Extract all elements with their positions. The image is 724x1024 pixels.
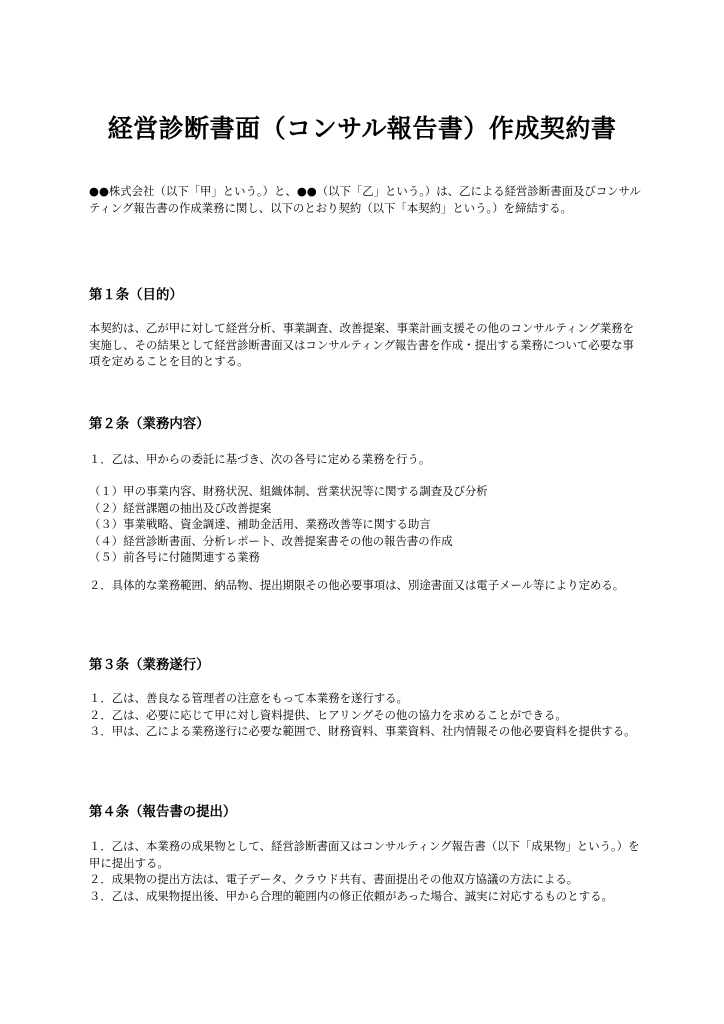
article-1-heading: 第１条（目的） [89,288,183,303]
preamble: ●●株式会社（以下「甲」という。）と、●●（以下「乙」という。）は、乙による経営診断書面及びコンサルティング報告書の作成業務に関し、以下のとおり契約（以下「本契約」という。）を締結する。 [89,184,641,215]
article-4-heading: 第４条（報告書の提出） [89,805,237,820]
list-item: （３）事業戦略、資金調達、補助金活用、業務改善等に関する助言 [89,517,431,531]
article-1-body: 本契約は、乙が甲に対して経営分析、事業調査、改善提案、事業計画支援その他のコンサルティング業務を実施し、その結果として経営診断書面又はコンサルティング報告書を作成・提出する業務について必要な事項を定めることを目的とする。 [89,321,635,368]
clause: １．乙は、本業務の成果物として、経営診断書面又はコンサルティング報告書（以下「成果物」という。）を甲に提出する。 [89,839,640,870]
article-3-clauses [89,690,641,740]
list-item: （１）甲の事業内容、財務状況、組織体制、営業状況等に関する調査及び分析 [89,484,488,498]
clause: ３．甲は、乙による業務遂行に必要な範囲で、財務資料、事業資料、社内情報その他必要資料を提供する。 [89,724,636,738]
article-3-heading: 第３条（業務遂行） [89,658,210,673]
article-2-clause-2: ２．具体的な業務範囲、納品物、提出期限その他必要事項は、別途書面又は電子メール等により定める。 [89,578,625,592]
clause: ２．成果物の提出方法は、電子データ、クラウド共有、書面提出その他双方協議の方法による。 [89,872,579,886]
list-item: （２）経営課題の抽出及び改善提案 [89,500,272,515]
article-4-clauses [89,838,641,904]
list-item: （５）前各号に付随関連する業務 [89,550,260,564]
article-2-item-list [89,483,641,566]
document-title: 経営診断書面（コンサル報告書）作成契約書 [107,114,617,143]
clause: ２．乙は、必要に応じて甲に対し資料提供、ヒアリングその他の協力を求めることができる。 [89,707,567,722]
article-2-clause-1: １．乙は、甲からの委託に基づき、次の各号に定める業務を行う。 [89,452,431,466]
article-2-heading: 第２条（業務内容） [89,417,210,432]
clause: ３．乙は、成果物提出後、甲から合理的範囲内の修正依頼があった場合、誠実に対応するものとする。 [89,888,613,903]
clause: １．乙は、善良なる管理者の注意をもって本業務を遂行する。 [89,691,408,705]
list-item: （４）経営診断書面、分析レポート、改善提案書その他の報告書の作成 [89,533,453,548]
